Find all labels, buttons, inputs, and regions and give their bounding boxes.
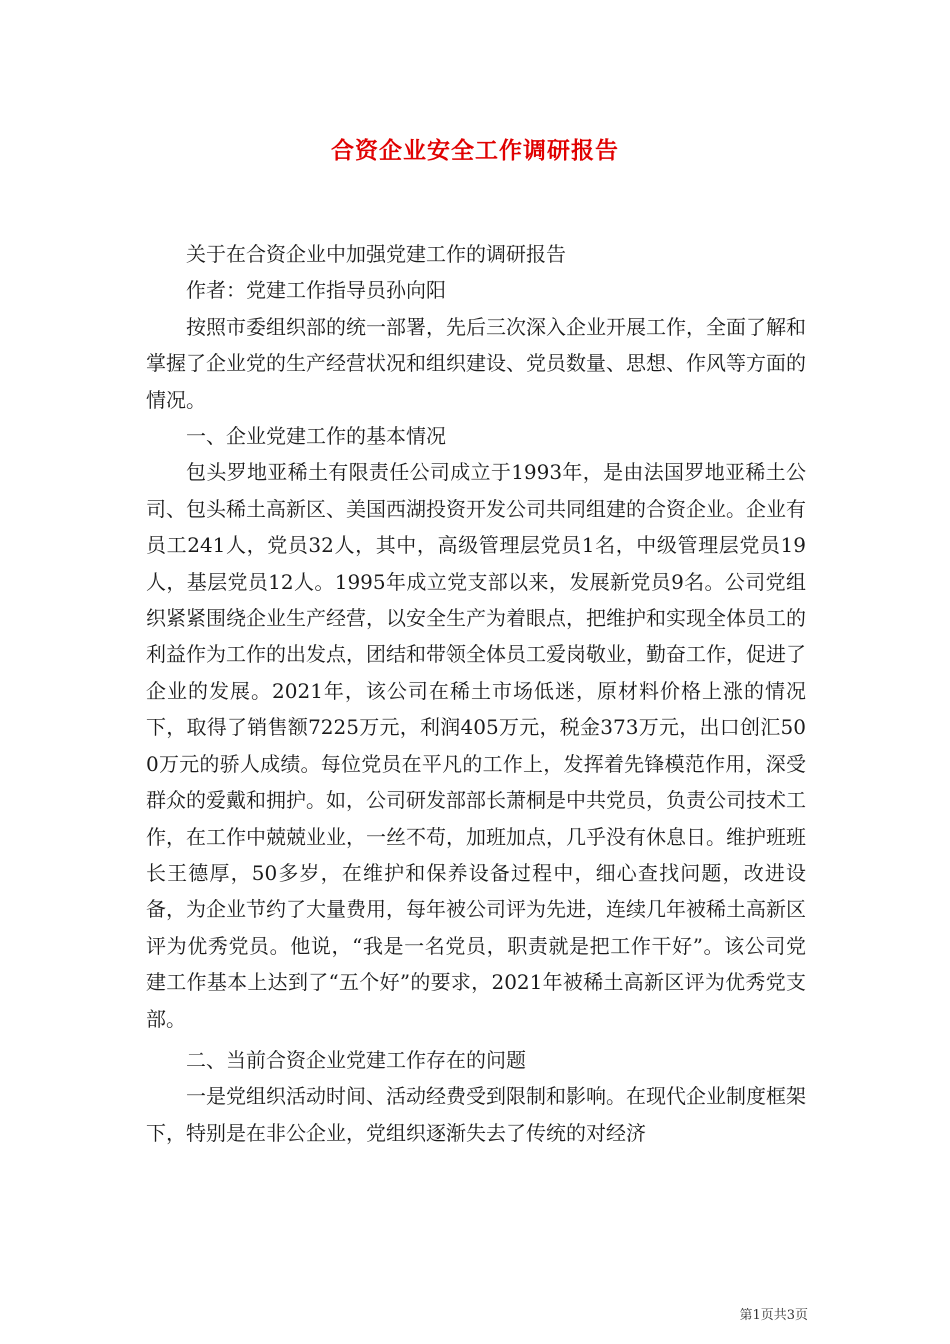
section-heading-2: 二、当前合资企业党建工作存在的问题 <box>186 1047 526 1072</box>
intro-paragraph: 按照市委组织部的统一部署，先后三次深入企业开展工作，全面了解和掌握了企业党的生产经营状况和组织建设、党员数量、思想、作风等方面的情况。 <box>146 314 806 412</box>
page-number: 第1页共3页 <box>739 1308 808 1323</box>
section-2-paragraph: 一是党组织活动时间、活动经费受到限制和影响。在现代企业制度框架下，特别是在非公企业，党组织逐渐失去了传统的对经济 <box>146 1084 806 1145</box>
section-heading-1: 一、企业党建工作的基本情况 <box>186 424 446 449</box>
author-line: 作者：党建工作指导员孙向阳 <box>186 278 446 303</box>
document-body <box>146 236 806 1151</box>
section-1-paragraph: 包头罗地亚稀土有限责任公司成立于1993年，是由法国罗地亚稀土公司、包头稀土高新区、美国西湖投资开发公司共同组建的合资企业。企业有员工241人，党员32人，其中，高级管理层党员1名，中级管理层党员19人，基层党员12人。1995年成立党支部以来，发展新党员9名。公司党组织紧紧围绕企业生产经营，以安全生产为着眼点，把维护和实现全体员工的利益作为工作的出发点，团结和带领全体员工爱岗敬业，勤奋工作，促进了企业的发展。2021年，该公司在稀土市场低迷，原材料价格上涨的情况下，取得了销售额7225万元，利润405万元，税金373万元，出口创汇500万元的骄人成绩。每位党员在平凡的工作上，发挥着先锋模范作用，深受群众的爱戴和拥护。如，公司研发部部长萧桐是中共党员，负责公司技术工作，在工作中兢兢业业，一丝不苟，加班加点，几乎没有休息日。维护班班长王德厚，50多岁，在维护和保养设备过程中，细心查找问题，改进设备，为企业节约了大量费用，每年被公司评为先进，连续几年被稀土高新区评为优秀党员。他说，“我是一名党员，职责就是把工作干好”。该公司党建工作基本上达到了“五个好”的要求，2021年被稀土高新区评为优秀党支部。 <box>146 460 806 1031</box>
document-title: 合资企业安全工作调研报告 <box>331 138 619 164</box>
report-subtitle: 关于在合资企业中加强党建工作的调研报告 <box>186 242 566 266</box>
